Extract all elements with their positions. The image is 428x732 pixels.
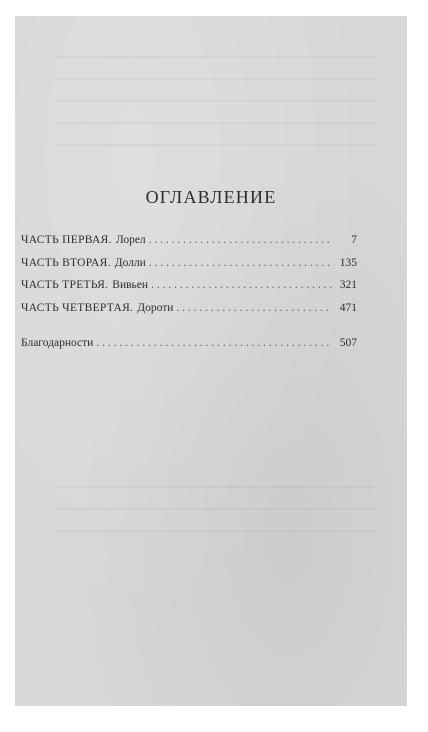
toc-part-name: Вивьен — [112, 279, 149, 292]
toc-entry-part-2[interactable] — [21, 257, 357, 280]
dot-leader — [176, 302, 332, 314]
bleed-through-line — [55, 530, 375, 532]
bleed-through-line — [55, 78, 375, 80]
toc-part-name: Дороти — [137, 302, 174, 315]
book-page — [15, 16, 407, 706]
toc-title: ОГЛАВЛЕНИЕ — [145, 187, 277, 207]
dot-leader — [96, 337, 332, 349]
toc-page-number: 471 — [339, 302, 357, 315]
toc-entry-part-3[interactable] — [21, 279, 357, 302]
toc-part-label: ЧАСТЬ ПЕРВАЯ. — [21, 234, 112, 246]
dot-leader — [149, 257, 332, 269]
table-of-contents — [21, 234, 357, 359]
bleed-through-line — [55, 486, 375, 488]
bleed-through-line — [55, 100, 375, 102]
toc-part-name: Долли — [114, 256, 146, 269]
toc-page-number: 7 — [351, 234, 357, 246]
toc-part-name: Лорел — [115, 234, 146, 246]
toc-part-name: Благодарности — [21, 336, 94, 349]
toc-part-label: ЧАСТЬ ТРЕТЬЯ. — [21, 279, 109, 292]
bleed-through-line — [55, 122, 375, 124]
dot-leader — [149, 234, 332, 246]
toc-part-label: ЧАСТЬ ВТОРАЯ. — [21, 256, 111, 269]
bleed-through-line — [55, 56, 375, 58]
toc-entry-acknowledgements[interactable] — [21, 337, 357, 360]
bleed-through-line — [55, 508, 375, 510]
toc-page-number: 507 — [339, 336, 357, 349]
toc-page-number: 321 — [339, 279, 357, 292]
toc-entry-part-1[interactable] — [21, 234, 357, 257]
dot-leader — [151, 279, 332, 291]
toc-part-label: ЧАСТЬ ЧЕТВЕРТАЯ. — [21, 302, 134, 315]
toc-page-number: 135 — [339, 256, 357, 269]
bleed-through-line — [55, 144, 375, 146]
toc-entry-part-4[interactable] — [21, 302, 357, 325]
